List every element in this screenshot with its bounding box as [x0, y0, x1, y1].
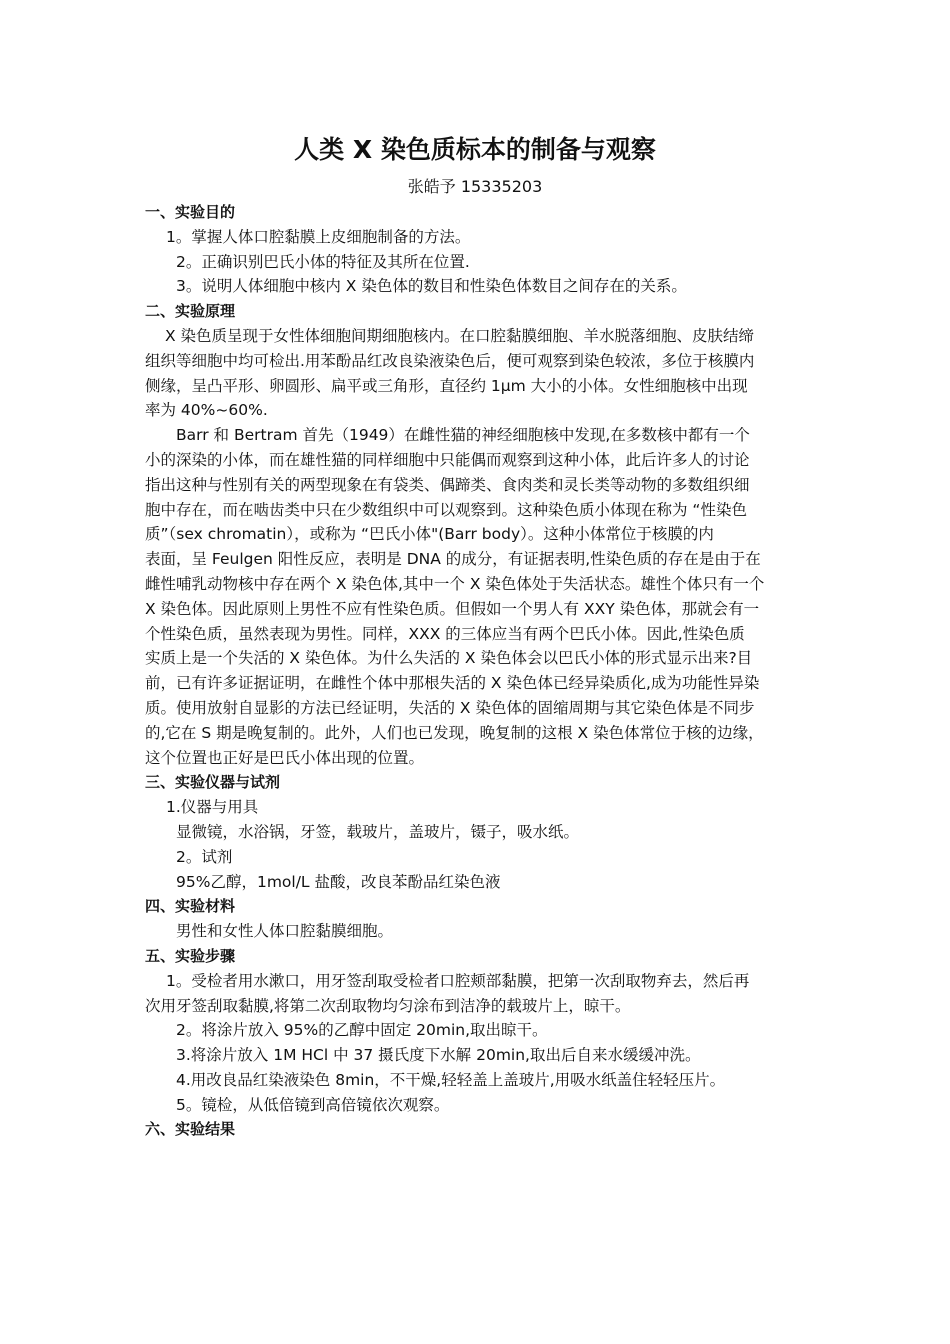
- author-line: 张皓予 15335203: [407, 177, 543, 196]
- principle-p2-line-1: Barr 和 Bertram 首先（1949）在雌性猫的神经细胞核中发现,在多数核中都有一个: [176, 426, 750, 445]
- principle-p2-line-11: 前，已有许多证据证明，在雌性个体中那根失活的 X 染色体已经异染质化,成为功能性异染: [145, 674, 760, 693]
- section-heading-steps: 五、实验步骤: [145, 946, 236, 965]
- instruments-subheading: 1.仪器与用具: [166, 798, 259, 817]
- step-3: 3.将涂片放入 1M HCl 中 37 摄氏度下水解 20min,取出后自来水缓缓冲洗。: [176, 1046, 701, 1065]
- principle-p2-line-12: 质。使用放射自显影的方法已经证明，失活的 X 染色体的固缩周期与其它染色体是不同步: [145, 698, 755, 717]
- principle-p1-line-2: 组织等细胞中均可检出.用苯酚品红改良染液染色后，便可观察到染色较浓，多位于核膜内: [145, 351, 755, 370]
- reagents-list: 95%乙醇，1mol/L 盐酸，改良苯酚品红染色液: [176, 872, 501, 891]
- principle-p2-line-7: 雌性哺乳动物核中存在两个 X 染色体,其中一个 X 染色体处于失活状态。雄性个体只有一个: [145, 574, 765, 593]
- step-2: 2。将涂片放入 95%的乙醇中固定 20min,取出晾干。: [176, 1021, 548, 1040]
- document-body: [145, 200, 813, 1142]
- document-title: 人类 X 染色质标本的制备与观察: [294, 135, 656, 164]
- instruments-list: 显微镜，水浴锅，牙签，载玻片，盖玻片，镊子，吸水纸。: [176, 822, 580, 841]
- principle-p1-line-4: 率为 40%~60%.: [145, 401, 268, 420]
- section-heading-principle: 二、实验原理: [145, 302, 236, 321]
- section-heading-materials: 四、实验材料: [145, 897, 236, 916]
- section-heading-results: 六、实验结果: [145, 1120, 236, 1139]
- principle-p2-line-14: 这个位置也正好是巴氏小体出现的位置。: [145, 748, 425, 767]
- principle-p1-line-3: 侧缘，呈凸平形、卵圆形、扁平或三角形，直径约 1μm 大小的小体。女性细胞核中出现: [145, 376, 748, 395]
- principle-p2-line-13: 的,它在 S 期是晚复制的。此外，人们也已发现，晚复制的这根 X 染色体常位于核的边缘，: [145, 723, 764, 742]
- purpose-item-1: 1。掌握人体口腔黏膜上皮细胞制备的方法。: [166, 227, 471, 246]
- purpose-item-3: 3。说明人体细胞中核内 X 染色体的数目和性染色体数目之间存在的关系。: [176, 277, 687, 296]
- principle-p2-line-10: 实质上是一个失活的 X 染色体。为什么失活的 X 染色体会以巴氏小体的形式显示出来?目: [145, 649, 753, 668]
- step-5: 5。镜检，从低倍镜到高倍镜依次观察。: [176, 1095, 450, 1114]
- materials-text: 男性和女性人体口腔黏膜细胞。: [176, 922, 394, 941]
- section-heading-purpose: 一、实验目的: [145, 203, 236, 221]
- purpose-item-2: 2。正确识别巴氏小体的特征及其所在位置.: [176, 252, 470, 271]
- section-heading-instruments: 三、实验仪器与试剂: [145, 773, 281, 792]
- step-1-line-2: 次用牙签刮取黏膜,将第二次刮取物均匀涂布到洁净的载玻片上，晾干。: [145, 996, 631, 1015]
- principle-p2-line-4: 胞中存在，而在啮齿类中只在少数组织中可以观察到。这种染色质小体现在称为 “性染色: [145, 500, 747, 519]
- step-1-line-1: 1。受检者用水漱口，用牙签刮取受检者口腔颊部黏膜，把第一次刮取物弃去，然后再: [166, 971, 750, 990]
- principle-p2-line-9: 个性染色质，虽然表现为男性。同样，XXX 的三体应当有两个巴氏小体。因此,性染色质: [145, 624, 745, 643]
- principle-p2-line-6: 表面，呈 Feulgen 阳性反应，表明是 DNA 的成分，有证据表明,性染色质的存在是由于在: [145, 550, 761, 569]
- principle-p2-line-5: 质”（sex chromatin），或称为 “巴氏小体"(Barr body）。这种小体常位于核膜的内: [145, 525, 714, 544]
- principle-p2-line-2: 小的深染的小体，而在雄性猫的同样细胞中只能偶而观察到这种小体，此后许多人的讨论: [145, 450, 750, 469]
- principle-p1-line-1: X 染色质呈现于女性体细胞间期细胞核内。在口腔黏膜细胞、羊水脱落细胞、皮肤结缔: [165, 326, 755, 345]
- reagents-subheading: 2。试剂: [176, 847, 233, 866]
- principle-p2-line-3: 指出这种与性别有关的两型现象在有袋类、偶蹄类、食肉类和灵长类等动物的多数组织细: [145, 475, 750, 494]
- step-4: 4.用改良品红染液染色 8min，不干燥,轻轻盖上盖玻片,用吸水纸盖住轻轻压片。: [176, 1070, 726, 1089]
- principle-p2-line-8: X 染色体。因此原则上男性不应有性染色质。但假如一个男人有 XXY 染色体，那就会有一: [145, 599, 760, 618]
